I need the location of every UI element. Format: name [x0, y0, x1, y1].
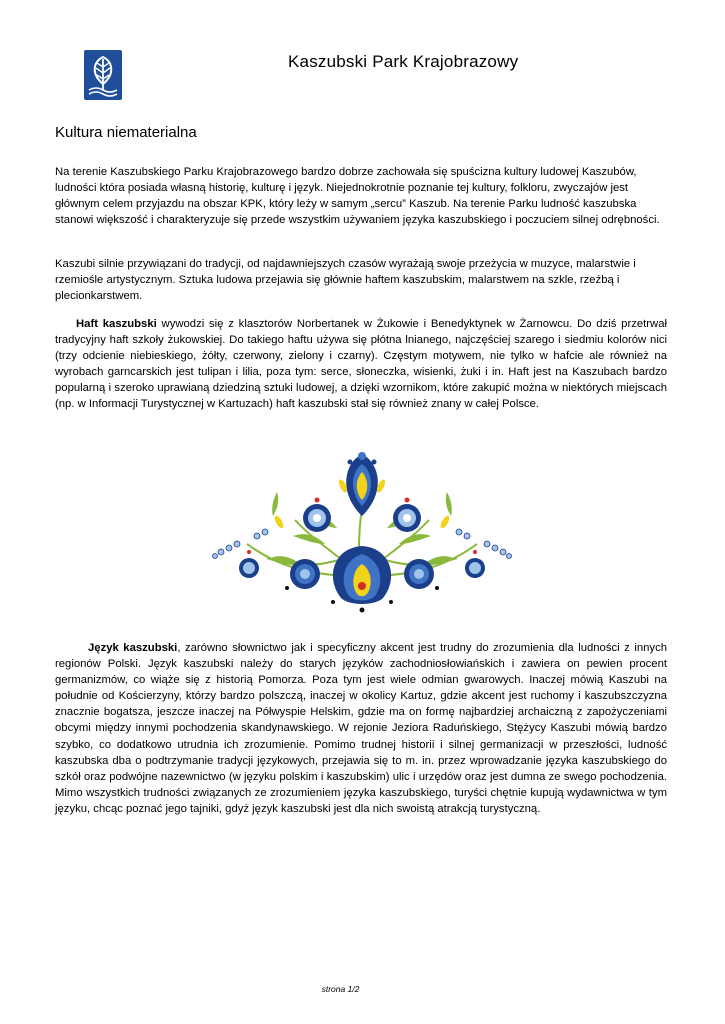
- language-text: , zarówno słownictwo jak i specyficzny akcent jest trudny do zrozumienia dla ludności z innych regionów Polski. Język kaszubski należy do starych języków zachodniosłowiańskich i zawiera on pewien procent germanizmów, co wiąże się z historią Pomorza. Poza tym jest wiele odmian gwarowych. Inaczej mówią Kaszubi na południe od Kościerzyny, którzy bardzo polszczą, inaczej w okolicy Kartuz, gdzie akcent jest ruchomy i kaszubszczyzna znacznie bogatsza, jeszcze inaczej na Półwyspie Helskim, gdzie ma on formę najbardziej archaiczną z zapożyczeniami obcymi między innymi pochodzenia skandynawskiego. W rejonie Jeziora Raduńskiego, Stężycy Kaszubi mówią bardzo szybko, co dodatkowo utrudnia ich zrozumienie. Pomimo trudnej historii i silnej germanizacji w przeszłości, ludność kaszubska dba o podtrzymanie tradycji językowych, przejawia się to m. in. przez wprowadzanie języka kaszubskiego do szkół oraz podwójne nazewnictwo (w języku polskim i kaszubskim) ulic i urzędów oraz jest dumna ze swego pochodzenia. Mimo wszystkich trudności związanych ze zrozumieniem języka kaszubskiego, turyści chętnie kupują wydawnictwa w tym języku, chcąc poznać jego tajniki, gdyż język kaszubski jest dla nich swoistą atrakcją turystyczną.: [55, 642, 668, 815]
- paragraph-embroidery: [55, 316, 667, 413]
- embroidery-term: Haft kaszubski: [76, 318, 157, 330]
- paragraph-language: [55, 640, 667, 817]
- page-number: strona 1/2: [321, 984, 360, 994]
- embroidery-ornament: [207, 448, 517, 614]
- paragraph-traditions: Kaszubi silnie przywiązani do tradycji, od najdawniejszych czasów wyrażają swoje przeżycia w muzyce, malarstwie i rzemiośle artystycznym. Sztuka ludowa przejawia się głównie haftem kaszubskim, malarstwem na szkle, rzeźbą i plecionkarstwem.: [55, 258, 636, 303]
- page-footer: [0, 984, 725, 994]
- embroidery-text: wywodzi się z klasztorów Norbertanek w Żukowie i Benedyktynek w Żarnowcu. Do dziś przetrwał tradycyjny haft szkoły żukowskiej. Do takiego haftu używa się płótna lnianego, najczęściej szarego i siedmiu kolorów nici (trzy odcienie niebieskiego, żółty, czerwony, zielony i czarny). Częstym motywem, nie tylko w hafcie ale również na wyrobach garncarskich jest tulipan i lilia, poza tym: serce, słoneczka, wisienki, żuki i in. Haft jest na Kaszubach bardzo popularną i szeroko uprawianą dziedziną sztuki ludowej, a dzięki wzornikom, które zakupić można w niektórych miejscach (np. w Informacji Turystycznej w Kartuzach) haft kaszubski stał się również znany w całej Polsce.: [55, 318, 668, 411]
- language-term: Język kaszubski: [88, 642, 178, 654]
- paragraph-intro: Na terenie Kaszubskiego Parku Krajobrazowego bardzo dobrze zachowała się spuścizna kultury ludowej Kaszubów, ludności która posiada własną historię, kulturę i język. Niejednokrotnie poznanie tej kultury, folkloru, zwyczajów jest głównym celem przyjazdu na obszar KPK, który leży w samym „sercu” Kaszub. Na terenie Parku ludność kaszubska stanowi większość i charakteryzuje się przede wszystkim używaniem języka kaszubskiego i poczuciem silnej odrębności.: [55, 166, 660, 227]
- leaf-logo-icon: [84, 50, 122, 100]
- kashubian-embroidery-ornament-icon: [207, 448, 517, 614]
- document-title: Kaszubski Park Krajobrazowy: [288, 52, 519, 71]
- park-logo: [84, 50, 122, 100]
- section-title: Kultura niematerialna: [55, 124, 197, 141]
